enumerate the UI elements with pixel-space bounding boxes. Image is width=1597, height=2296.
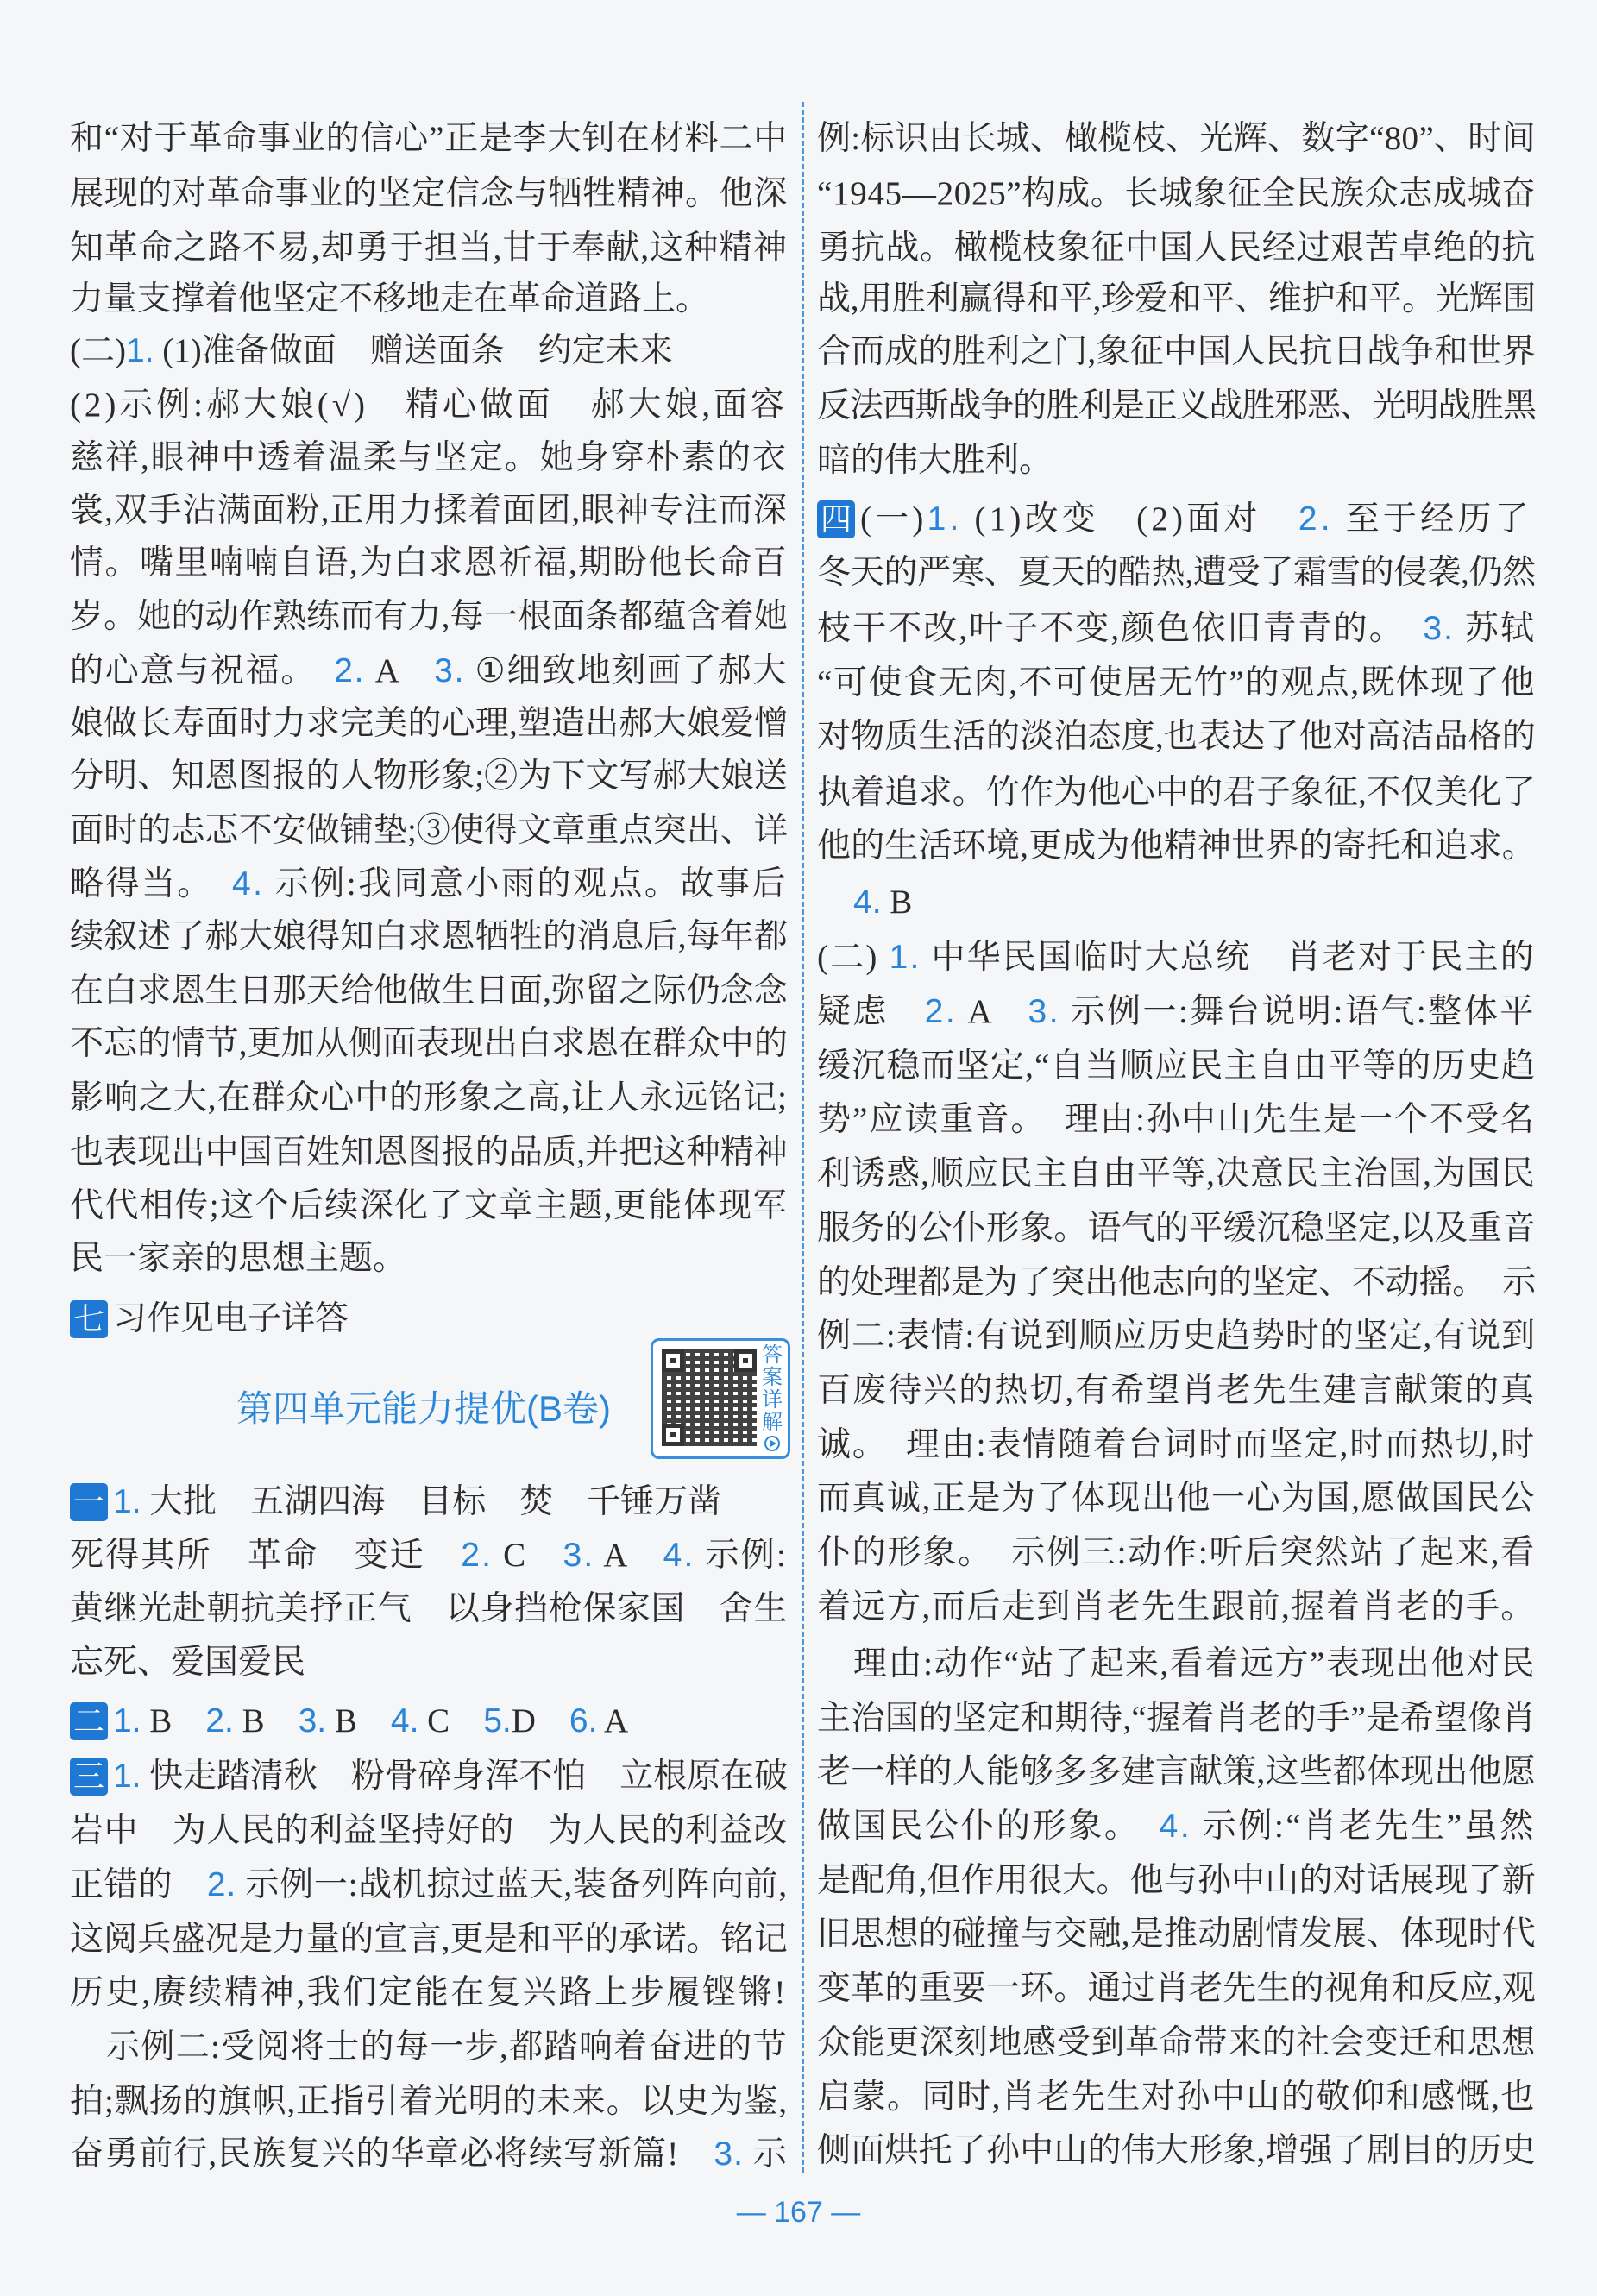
text-line-content (70, 274, 709, 325)
text-line (817, 2072, 1536, 2123)
text-segment: 民一家亲的思想主题。 (70, 1240, 407, 1277)
text-line-content (817, 2017, 1536, 2069)
text-segment: 快走踏清秋 粉骨碎身浑不怕 立根原在破 (141, 1758, 788, 1795)
section-badge: 三 (70, 1758, 108, 1796)
text-line (70, 168, 788, 220)
text-segment: C (493, 1537, 563, 1574)
text-segment: 枝干不改,叶子不变,颜色依旧青青的。 (817, 610, 1424, 647)
text-segment: 在白求恩生日那天给他做生日面,弥留之际仍念念 (70, 972, 789, 1010)
text-segment: (1)改变 (2)面对 (962, 500, 1298, 538)
text-segment: 忘死、爱国爱民 (70, 1644, 306, 1681)
text-segment: 慈祥,眼神中透着温柔与坚定。她身穿朴素的衣 (70, 439, 788, 476)
text-segment: 力量支撑着他坚定不移地走在革命道路上。 (70, 280, 710, 318)
text-segment: 缓沉稳而坚定,“自当顺应民主自由平等的历史趋 (817, 1047, 1537, 1085)
text-line (70, 1583, 788, 1635)
text-segment: 这阅兵盛况是力量的宣言,更是和平的承诺。铭记 (70, 1921, 789, 1958)
text-line-content (817, 1419, 1536, 1471)
text-line-content (817, 603, 1536, 655)
text-line (70, 1233, 788, 1285)
text-line (817, 1693, 1536, 1745)
text-line-content (817, 986, 1536, 1038)
text-segment: 示例:“肖老先生”虽然 (1191, 1808, 1536, 1845)
text-line (70, 698, 788, 750)
text-segment: 奋勇前行,民族复兴的华章必将续写新篇! (70, 2136, 714, 2173)
text-line (70, 432, 788, 484)
text-segment: 冬天的严寒、夏天的酷热,遭受了霜雪的侵袭,仍然 (817, 554, 1536, 591)
text-segment: 代代相传;这个后续深化了文章主题,更能体现军 (70, 1187, 789, 1224)
text-line-content (70, 1180, 788, 1232)
text-segment: 续叙述了郝大娘得知白求恩牺牲的消息后,每年都 (70, 918, 789, 955)
text-segment: B (881, 884, 913, 921)
text-line-content (70, 805, 788, 857)
text-line (70, 1293, 788, 1345)
text-line-content (817, 1909, 1536, 1960)
text-segment: C (418, 1702, 484, 1739)
column-divider (802, 102, 804, 2173)
section-badge: 一 (70, 1483, 108, 1521)
question-number: 1. (113, 1758, 141, 1795)
text-line-content (853, 1639, 1536, 1690)
text-segment: 例:标识由长城、橄榄枝、光辉、数字“80”、时间 (817, 120, 1536, 157)
text-line-content (817, 435, 1053, 487)
text-line (70, 1073, 788, 1124)
text-segment: (二) (817, 939, 890, 976)
question-number: 6. (569, 1702, 598, 1739)
text-line (70, 1018, 788, 1070)
text-line (70, 645, 788, 697)
text-line (817, 1963, 1536, 2015)
text-segment: B (141, 1702, 206, 1739)
text-line-content (817, 1693, 1536, 1745)
text-line (70, 223, 788, 274)
text-line-content (817, 1746, 1536, 1798)
text-line (817, 1473, 1536, 1525)
text-segment: A (597, 1702, 629, 1739)
text-line-content (817, 1203, 1536, 1255)
text-segment: 历史,赓续精神,我们定能在复兴路上步履铿锵! (70, 1974, 789, 2011)
question-number: 3. (714, 2136, 745, 2173)
text-line (70, 966, 788, 1017)
text-segment: 战,用胜利赢得和平,珍爱和平、维护和平。光辉围 (817, 280, 1536, 318)
text-segment: B (326, 1702, 391, 1739)
text-segment: (2)示例:郝大娘(√) 精心做面 郝大娘,面容 (70, 387, 788, 424)
text-line-content (817, 1582, 1536, 1633)
text-line (817, 1203, 1536, 1255)
text-segment: 示例二:受阅将士的每一步,都踏响着奋进的节 (106, 2029, 788, 2066)
text-segment: 的处理都是为了突出他志向的坚定、不动摇。 示 (817, 1264, 1537, 1301)
text-segment: D (511, 1702, 569, 1739)
text-line (817, 1746, 1536, 1798)
text-line (817, 1527, 1536, 1579)
text-segment: 展现的对革命事业的坚定信念与牺牲精神。他深 (70, 175, 789, 212)
text-segment: 旧思想的碰撞与交融,是推动剧情发展、体现时代 (817, 1915, 1536, 1953)
text-line-content (70, 168, 788, 220)
text-segment: A (957, 993, 1028, 1030)
text-line (70, 2129, 788, 2180)
text-line-content (70, 380, 788, 431)
text-line-content (70, 325, 673, 377)
text-line (70, 274, 788, 325)
text-segment: 是配角,但作用很大。他与孙中山的对话展现了新 (817, 1862, 1536, 1899)
text-line-content (70, 1073, 788, 1124)
text-line (817, 821, 1536, 872)
section-badge: 二 (70, 1702, 108, 1740)
text-segment: 启蒙。同时,肖老先生对孙中山的敬仰和感慨,也 (817, 2079, 1536, 2116)
text-line-content (817, 1148, 1536, 1200)
text-segment: 不忘的情节,更加从侧面表现出白求恩在群众中的 (70, 1025, 789, 1062)
text-segment: 执着追求。竹作为他心中的君子象征,不仅美化了 (817, 774, 1536, 811)
text-line-content (817, 2072, 1536, 2123)
text-segment: 正错的 (70, 1866, 207, 1903)
text-line-content (70, 1530, 788, 1582)
text-segment: 至于经历了 (1333, 500, 1532, 538)
text-segment: 情。嘴里喃喃自语,为白求恩祈福,期盼他长命百 (70, 544, 789, 582)
text-segment: 而真诚,正是为了体现出他一心为国,愿做国民公 (817, 1480, 1536, 1517)
text-line-content (817, 381, 1536, 432)
text-line-content (817, 657, 1536, 709)
section-badge: 四 (817, 500, 855, 538)
text-line (817, 1419, 1536, 1471)
section-badge: 七 (70, 1300, 108, 1338)
text-segment: 大批 五湖四海 目标 焚 千锤万凿 (141, 1483, 722, 1520)
text-line (817, 1639, 1536, 1690)
text-line (70, 2076, 788, 2128)
text-line (817, 1909, 1536, 1960)
text-line (817, 326, 1536, 378)
text-segment: 裳,双手沾满面粉,正用力揉着面团,眼神专注而深 (70, 492, 789, 529)
qr-code-icon (662, 1349, 757, 1446)
question-number: 1. (113, 1483, 141, 1520)
text-line-content (70, 698, 788, 750)
text-line (70, 325, 788, 377)
text-segment: 岩中 为人民的利益坚持好的 为人民的利益改 (70, 1812, 789, 1849)
text-line (817, 435, 1536, 487)
text-line (70, 911, 788, 963)
question-number: 2. (924, 993, 958, 1030)
text-line (817, 657, 1536, 709)
text-line-content (70, 2076, 788, 2128)
text-segment: 合而成的胜利之门,象征中国人民抗日战争和世界 (817, 333, 1536, 370)
text-line (817, 932, 1536, 984)
text-line-content (70, 223, 788, 274)
text-segment: 岁。她的动作熟练而有力,每一根面条都蕴含着她 (70, 598, 789, 635)
text-segment: 利诱惑,顺应民主自由平等,决意民主治国,为国民 (817, 1155, 1536, 1192)
question-number: 3. (563, 1537, 595, 1574)
text-line (817, 168, 1536, 220)
text-segment: 和“对于革命事业的信心”正是李大钊在材料二中 (70, 120, 789, 157)
text-segment: “可使食无肉,不可使居无竹”的观点,既体现了他 (817, 664, 1537, 701)
text-line-content (70, 113, 788, 165)
text-line (70, 1695, 788, 1747)
page-number: — 167 — (736, 2196, 861, 2229)
question-number: 3. (1423, 610, 1456, 647)
question-number: 3. (298, 1702, 327, 1739)
text-line (70, 2022, 788, 2073)
text-line-content (817, 1801, 1536, 1853)
question-number: 2. (206, 1866, 236, 1903)
text-line-content (70, 1859, 788, 1911)
text-segment: 也表现出中国百姓知恩图报的品质,并把这种精神 (70, 1134, 789, 1171)
text-line-content (70, 432, 788, 484)
text-segment: 示例一:舞台说明:语气:整体平 (1060, 993, 1536, 1030)
text-line-content (70, 751, 788, 802)
text-segment: 做国民公仆的形象。 (817, 1808, 1160, 1845)
text-line (70, 1530, 788, 1582)
text-line-content (70, 1751, 788, 1802)
text-segment: 服务的公仆形象。语气的平缓沉稳坚定,以及重音 (817, 1210, 1536, 1247)
text-segment: 黄继光赴朝抗美抒正气 以身挡枪保家国 舍生 (70, 1590, 789, 1627)
text-line-content (817, 326, 1536, 378)
text-segment: 略得当。 (70, 865, 232, 903)
text-line (70, 538, 788, 589)
question-number: 2. (1298, 500, 1334, 538)
text-line-content (817, 767, 1536, 819)
text-line-content (817, 274, 1536, 325)
question-number: 2. (334, 652, 366, 689)
text-line (817, 1148, 1536, 1200)
text-line (817, 1257, 1536, 1309)
question-number: 2. (205, 1702, 234, 1739)
text-segment: ①细致地刻画了郝大 (465, 652, 789, 689)
text-line-content (70, 645, 788, 697)
text-line (70, 1751, 788, 1802)
qr-label (760, 1344, 784, 1451)
text-segment: (二) (70, 332, 126, 369)
question-number: 5. (483, 1702, 512, 1739)
text-segment: 暗的伟大胜利。 (817, 442, 1053, 479)
text-line (817, 113, 1536, 165)
text-line-content (817, 1041, 1536, 1092)
text-segment: 习作见电子详答 (113, 1300, 349, 1337)
play-icon (764, 1436, 780, 1451)
text-line-content (817, 547, 1536, 599)
text-line-content (70, 1018, 788, 1070)
question-number: 1. (927, 500, 963, 538)
text-segment: (一) (860, 500, 927, 538)
text-segment: 分明、知恩图报的人物形象;②为下文写郝大娘送 (70, 758, 789, 795)
text-line (70, 1180, 788, 1232)
text-segment: 勇抗战。橄榄枝象征中国人民经过艰苦卓绝的抗 (817, 230, 1537, 267)
text-line-content (817, 1365, 1536, 1417)
text-line (817, 223, 1536, 274)
text-line-content (817, 2125, 1536, 2177)
question-number: 4. (1159, 1808, 1192, 1845)
text-segment: 变革的重要一环。通过肖老先生的视角和反应,观 (817, 1970, 1536, 2007)
text-line (70, 1127, 788, 1179)
text-line-content (70, 1476, 721, 1528)
text-line (817, 767, 1536, 819)
text-segment: 他的生活环境,更成为他精神世界的寄托和追求。 (817, 827, 1536, 865)
qr-code-box[interactable] (651, 1338, 790, 1459)
text-line (70, 1967, 788, 2019)
text-line-content (70, 591, 788, 643)
text-line-content (70, 1637, 305, 1689)
text-segment: 侧面烘托了孙中山的伟大形象,增强了剧目的历史 (817, 2132, 1536, 2169)
text-line-content (70, 859, 788, 910)
text-line-content (817, 932, 1536, 984)
text-line-content (70, 1967, 788, 2019)
question-number: 1. (889, 939, 921, 976)
text-line (817, 711, 1536, 763)
text-line-content (817, 1311, 1536, 1362)
text-line (70, 859, 788, 910)
text-line-content (817, 1094, 1536, 1146)
text-segment: 反法西斯战争的胜利是正义战胜邪恶、光明战胜黑 (817, 387, 1536, 425)
text-line (817, 877, 1536, 928)
text-line-content (70, 1914, 788, 1966)
text-segment: 的心意与祝福。 (70, 652, 335, 689)
text-line-content (70, 1233, 406, 1285)
text-segment: 主治国的坚定和期待,“握着肖老的手”是希望像肖 (817, 1700, 1537, 1737)
text-line-content (817, 1257, 1536, 1309)
text-segment: 众能更深刻地感受到革命带来的社会变迁和思想 (817, 2024, 1537, 2061)
text-segment: 疑虑 (817, 993, 925, 1030)
text-segment: 势”应读重音。 理由:孙中山先生是一个不受名 (817, 1101, 1537, 1138)
text-line (70, 380, 788, 431)
question-number: 4. (390, 1702, 419, 1739)
text-segment: 示例: (695, 1537, 788, 1574)
text-segment: 着远方,而后走到肖老先生跟前,握着肖老的手。 (817, 1588, 1536, 1626)
text-segment: 苏轼 (1455, 610, 1536, 647)
text-segment: 示 (744, 2136, 788, 2173)
text-segment: 理由:动作“站了起来,看着远方”表现出他对民 (853, 1645, 1537, 1683)
section-title: 第四单元能力提优(B卷) (236, 1388, 611, 1429)
text-segment: B (233, 1702, 299, 1739)
text-line (70, 1637, 788, 1689)
text-segment: 百废待兴的热切,有希望肖老先生建言献策的真 (817, 1372, 1537, 1409)
text-line (817, 494, 1536, 545)
text-line (817, 1311, 1536, 1362)
text-line-content (817, 711, 1536, 763)
question-number: 1. (125, 332, 154, 369)
text-line-content (817, 113, 1536, 165)
text-segment: 拍;飘扬的旗帜,正指引着光明的未来。以史为鉴, (70, 2083, 788, 2120)
text-line (70, 591, 788, 643)
text-line-content (817, 223, 1536, 274)
text-segment: 对物质生活的淡泊态度,也表达了他对高洁品格的 (817, 718, 1536, 755)
text-segment: A (365, 652, 435, 689)
text-line (817, 1041, 1536, 1092)
question-number: 1. (113, 1702, 141, 1739)
text-line (817, 1582, 1536, 1633)
text-segment: (1)准备做面 赠送面条 约定未来 (154, 332, 673, 369)
text-line (70, 485, 788, 537)
text-line (70, 1805, 788, 1857)
text-line (70, 805, 788, 857)
text-line-content (853, 877, 912, 928)
text-line (70, 1476, 788, 1528)
text-line-content (70, 966, 788, 1017)
text-line (817, 603, 1536, 655)
text-line (817, 1855, 1536, 1907)
text-segment: 仆的形象。 示例三:动作:听后突然站了起来,看 (817, 1534, 1537, 1571)
question-number: 4. (853, 884, 882, 921)
text-line (817, 986, 1536, 1038)
text-line (817, 1801, 1536, 1853)
question-number: 4. (231, 865, 265, 903)
text-line-content (817, 1473, 1536, 1525)
text-line-content (70, 1583, 788, 1635)
text-segment: A (594, 1537, 663, 1574)
text-line (70, 113, 788, 165)
text-line (70, 1914, 788, 1966)
qr-label-text: 答案详解 (762, 1343, 783, 1434)
text-line-content (70, 2129, 788, 2180)
text-line (817, 381, 1536, 432)
text-segment: 娘做长寿面时力求完美的心理,塑造出郝大娘爱憎 (70, 705, 789, 742)
text-line-content (106, 2022, 788, 2073)
text-line (817, 274, 1536, 325)
text-line (817, 1094, 1536, 1146)
text-line-content (70, 1805, 788, 1857)
text-segment: 面时的忐忑不安做铺垫;③使得文章重点突出、详 (70, 812, 789, 849)
text-line-content (70, 911, 788, 963)
text-segment: “1945—2025”构成。长城象征全民族众志成城奋 (817, 175, 1537, 212)
text-segment: 示例一:战机掠过蓝天,装备列阵向前, (236, 1866, 788, 1903)
text-segment: 中华民国临时大总统 肖老对于民主的 (921, 939, 1537, 976)
question-number: 3. (1028, 993, 1061, 1030)
question-number: 2. (461, 1537, 494, 1574)
text-segment: 死得其所 革命 变迁 (70, 1537, 462, 1574)
text-line-content (817, 1963, 1536, 2015)
text-line-content (817, 494, 1532, 545)
text-line-content (817, 168, 1536, 220)
text-segment: 诚。 理由:表情随着台词时而坚定,时而热切,时 (817, 1426, 1536, 1463)
text-line (70, 751, 788, 802)
text-segment: 例二:表情:有说到顺应历史趋势时的坚定,有说到 (817, 1318, 1537, 1355)
text-segment: 示例:我同意小雨的观点。故事后 (264, 865, 788, 903)
text-line (817, 2125, 1536, 2177)
text-line (817, 1365, 1536, 1417)
text-line-content (817, 821, 1536, 872)
text-line-content (70, 1695, 628, 1747)
text-line (817, 547, 1536, 599)
text-segment: 知革命之路不易,却勇于担当,甘于奉献,这种精神 (70, 230, 789, 267)
text-segment: 老一样的人能够多多建言献策,这些都体现出他愿 (817, 1753, 1536, 1790)
question-number: 4. (663, 1537, 695, 1574)
text-line (817, 2017, 1536, 2069)
text-segment: 影响之大,在群众心中的形象之高,让人永远铭记; (70, 1079, 788, 1117)
text-line-content (70, 485, 788, 537)
question-number: 3. (434, 652, 466, 689)
text-line-content (817, 1855, 1536, 1907)
text-line-content (70, 1127, 788, 1179)
text-line-content (817, 1527, 1536, 1579)
text-line-content (70, 538, 788, 589)
text-line-content (70, 1293, 349, 1345)
text-line (70, 1859, 788, 1911)
